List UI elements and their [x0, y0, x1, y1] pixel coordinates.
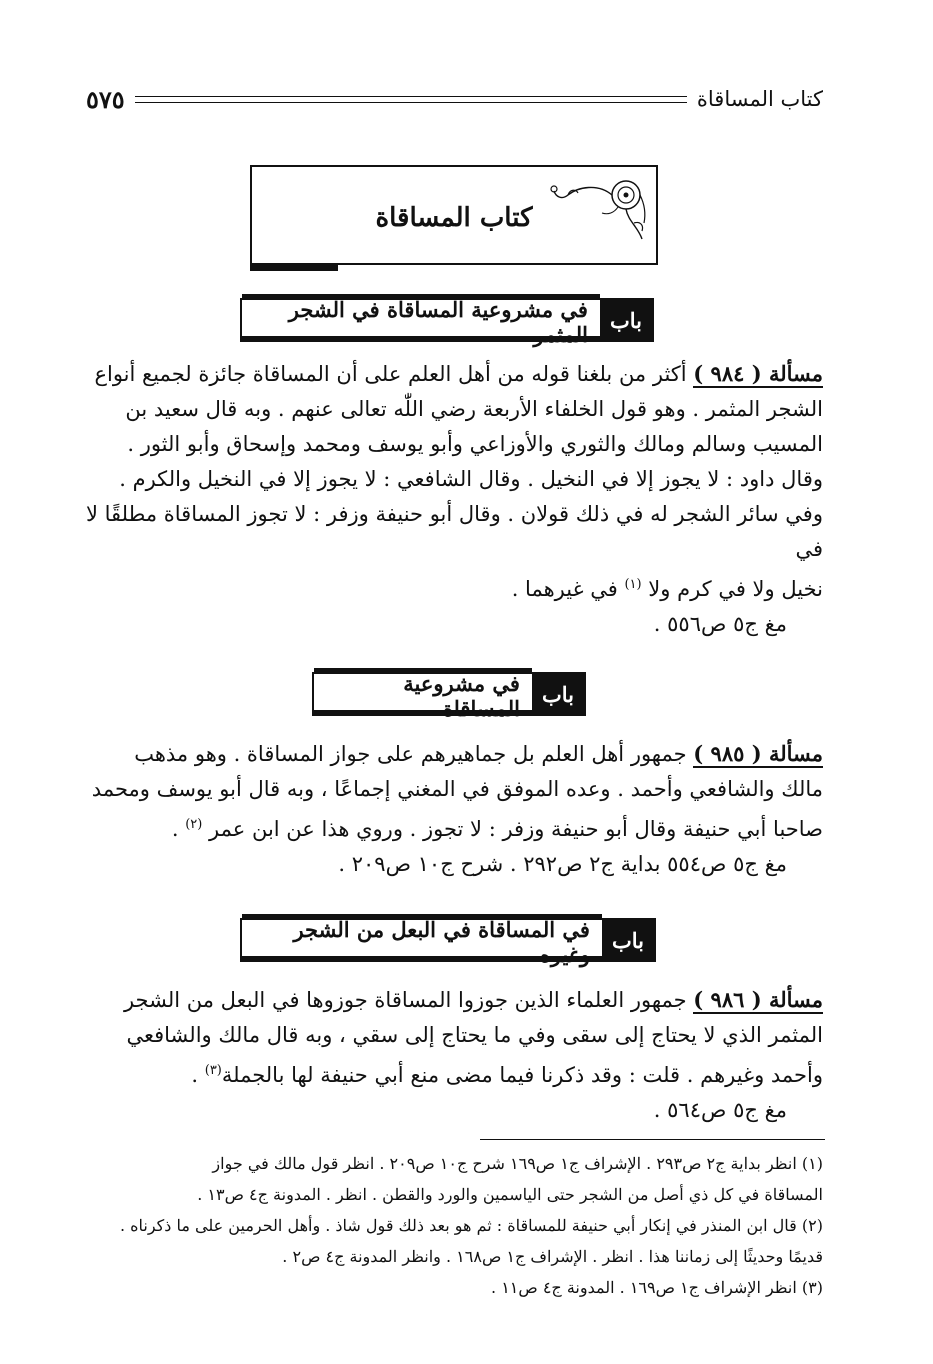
text-line: صاحبا أبي حنيفة وقال أبو حنيفة وزفر : لا تجوز . وروي هذا عن ابن عمر — [202, 817, 823, 841]
text-line: وقال داود : لا يجوز إلا في النخيل . وقال الشافعي : لا يجوز إلا في النخيل والكرم . — [119, 467, 823, 491]
text-line: جمهور العلماء الذين جوزوا المساقاة جوزوها في البعل من الشجر — [123, 988, 694, 1012]
running-header — [86, 84, 823, 114]
section-tag: باب — [532, 674, 584, 714]
issue-984 — [86, 356, 823, 642]
footnote-line: المساقاة في كل ذي أصل من الشجر حتى الياسمين والورد والقطن . انظر . المدونة ج٤ ص١٣ . — [197, 1185, 823, 1204]
section-heading-text: في مشروعية المساقاة — [314, 668, 532, 714]
text-line-end: في غيرهما . — [511, 577, 625, 601]
issue-label: مسألة ( ٩٨٥ ) — [693, 741, 823, 766]
chapter-title: كتاب المساقاة — [375, 203, 533, 233]
reference-line: مغ ج٥ ص٥٥٦ . — [653, 612, 787, 636]
chapter-title-box — [250, 165, 658, 265]
text-line: وأحمد وغيرهم . قلت : وقد ذكرنا فيما مضى منع أبي حنيفة لها بالجملة — [221, 1063, 823, 1087]
footnote-line: قديمًا وحديثًا إلى زماننا هذا . انظر . الإشراف ج١ ص١٦٨ . وانظر المدونة ج٤ ص٢ . — [282, 1247, 823, 1266]
section-heading-3 — [240, 917, 656, 967]
text-line: وفي سائر الشجر له في ذلك قولان . وقال أبو حنيفة وزفر : لا تجوز المساقاة مطلقًا لا في — [86, 502, 823, 561]
text-line-end: . — [191, 1063, 205, 1087]
footnote-separator — [480, 1139, 825, 1140]
issue-label: مسألة ( ٩٨٤ ) — [693, 361, 823, 386]
section-heading-text: في المساقاة في البعل من الشجر وغيره — [242, 914, 602, 960]
issue-label: مسألة ( ٩٨٦ ) — [693, 987, 823, 1012]
section-tag: باب — [600, 300, 652, 340]
reference-line: مغ ج٥ ص٥٦٤ . — [653, 1098, 787, 1122]
section-tag: باب — [602, 920, 654, 960]
page-number: ٥٧٥ — [86, 84, 125, 114]
text-line: الشجر المثمر . وهو قول الخلفاء الأربعة رضي اللّٰه تعالى عنهم . وبه قال سعيد بن — [125, 397, 823, 421]
text-line-end: . — [171, 817, 186, 841]
footnote-marker: (٣) — [204, 1063, 222, 1078]
text-line: المثمر الذي لا يحتاج إلى سقى وفي ما يحتاج إلى سقي ، وبه قال مالك والشافعي — [126, 1023, 823, 1047]
text-line: نخيل ولا في كرم ولا — [641, 577, 823, 601]
issue-986 — [86, 982, 823, 1128]
section-heading-2 — [312, 671, 586, 721]
footnote-line: (٣) انظر الإشراف ج١ ص١٦٩ . المدونة ج٤ ص١١ . — [491, 1278, 823, 1297]
text-line: جمهور أهل العلم بل جماهيرهم على جواز المساقاة . وهو مذهب — [134, 742, 694, 766]
text-line: أكثر من بلغنا قوله من أهل العلم على أن المساقاة جائزة لجميع أنواع — [94, 362, 694, 386]
header-book-title: كتاب المساقاة — [696, 87, 823, 111]
footnote-marker: (١) — [624, 577, 642, 592]
issue-985 — [86, 736, 823, 882]
reference-line: مغ ج٥ ص٥٥٤ بداية ج٢ ص٢٩٢ . شرح ج١٠ ص٢٠٩ . — [338, 852, 787, 876]
text-line: مالك والشافعي وأحمد . وعده الموفق في المغني إجماعًا ، وبه قال أبو يوسف ومحمد — [91, 777, 823, 801]
footnote-line: (٢) قال ابن المنذر في إنكار أبي حنيفة للمساقاة : ثم هو بعد ذلك قول شاذ . وأهل الحرمين على ما ذكرناه . — [119, 1216, 823, 1235]
footnote-marker: (٢) — [185, 817, 203, 832]
footnote-line: (١) انظر بداية ج٢ ص٢٩٣ . الإشراف ج١ ص١٦٩ شرح ج١٠ ص٢٠٩ . انظر قول مالك في جواز — [212, 1154, 823, 1173]
title-box-shadow — [250, 263, 338, 271]
text-line: المسيب وسالم ومالك والثوري والأوزاعي وأبو يوسف ومحمد وإسحاق وأبو الثور . — [127, 432, 823, 456]
section-heading-text: في مشروعية المساقاة في الشجر المثمر — [242, 294, 600, 340]
footnotes — [86, 1148, 823, 1303]
section-heading-1 — [240, 297, 654, 347]
header-rule — [135, 96, 687, 103]
